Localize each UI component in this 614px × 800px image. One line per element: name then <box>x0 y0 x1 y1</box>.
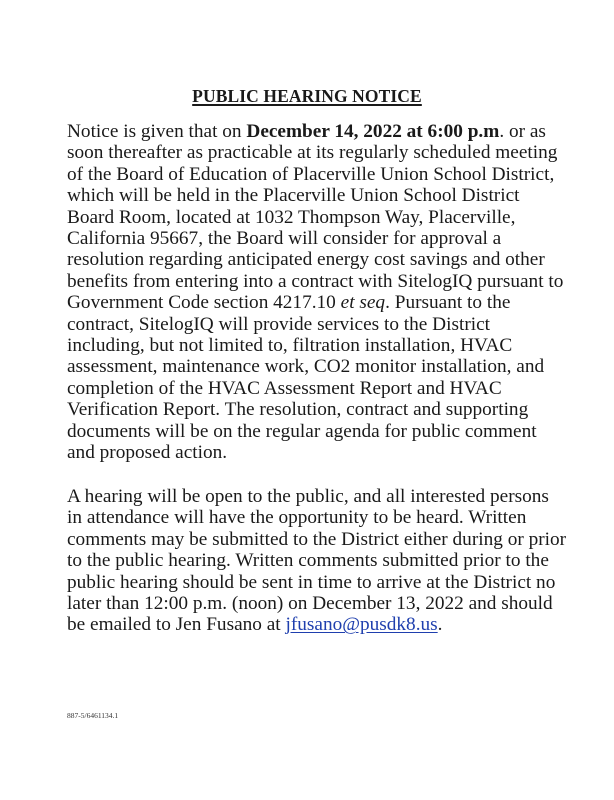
document-reference-code: 887-5/6461134.1 <box>67 711 119 720</box>
paragraph-line: Board Room, located at 1032 Thompson Way, Placerville, <box>67 206 516 228</box>
paragraph-line: assessment, maintenance work, CO2 monitor installation, and <box>67 356 545 378</box>
line-text: . <box>437 614 443 636</box>
paragraph-line: completion of the HVAC Assessment Report and HVAC <box>67 377 502 399</box>
paragraph-line: which will be held in the Placerville Union School District <box>67 185 520 207</box>
paragraph-line: comments may be submitted to the District either during or prior <box>67 528 567 550</box>
line-text: . or as <box>499 121 546 142</box>
et-seq-italic: et seq <box>340 292 386 314</box>
paragraph-line <box>67 121 557 142</box>
paragraph-line: documents will be on the regular agenda for public comment <box>67 420 537 442</box>
paragraph-line: benefits from entering into a contract with SitelogIQ pursuant to <box>67 270 564 292</box>
paragraph-line: A hearing will be open to the public, and all interested persons <box>67 486 549 507</box>
paragraph-line: Verification Report. The resolution, contract and supporting <box>67 399 529 421</box>
paragraph-line: of the Board of Education of Placerville Union School District, <box>67 163 555 185</box>
paragraph-line: soon thereafter as practicable at its regularly scheduled meeting <box>67 142 558 164</box>
line-text: be emailed to Jen Fusano at <box>67 614 286 636</box>
paragraph-line: contract, SitelogIQ will provide services to the District <box>67 313 491 335</box>
line-text: . Pursuant to the <box>385 292 511 314</box>
notice-title: PUBLIC HEARING NOTICE <box>192 86 422 106</box>
paragraph-line: including, but not limited to, filtration installation, HVAC <box>67 335 513 357</box>
paragraph-line: and proposed action. <box>67 442 228 464</box>
paragraph-line: public hearing should be sent in time to arrive at the District no <box>67 571 556 593</box>
paragraph-line: to the public hearing. Written comments submitted prior to the <box>67 550 549 572</box>
meeting-date-time: December 14, 2022 at 6:00 p.m <box>246 121 500 142</box>
paragraph-line: resolution regarding anticipated energy cost savings and other <box>67 249 545 271</box>
line-text: Notice is given that on <box>67 121 247 142</box>
notice-paragraph-meeting <box>67 121 564 464</box>
line-text: Government Code section 4217.10 <box>67 292 341 314</box>
paragraph-line: California 95667, the Board will consider for approval a <box>67 228 502 250</box>
paragraph-line <box>67 614 557 635</box>
paragraph-line <box>67 292 557 313</box>
paragraph-line: later than 12:00 p.m. (noon) on December 13, 2022 and should <box>67 593 553 615</box>
paragraph-line: in attendance will have the opportunity to be heard. Written <box>67 507 527 529</box>
email-link[interactable]: jfusano@pusdk8.us <box>285 614 438 636</box>
notice-paragraph-hearing <box>67 486 567 636</box>
